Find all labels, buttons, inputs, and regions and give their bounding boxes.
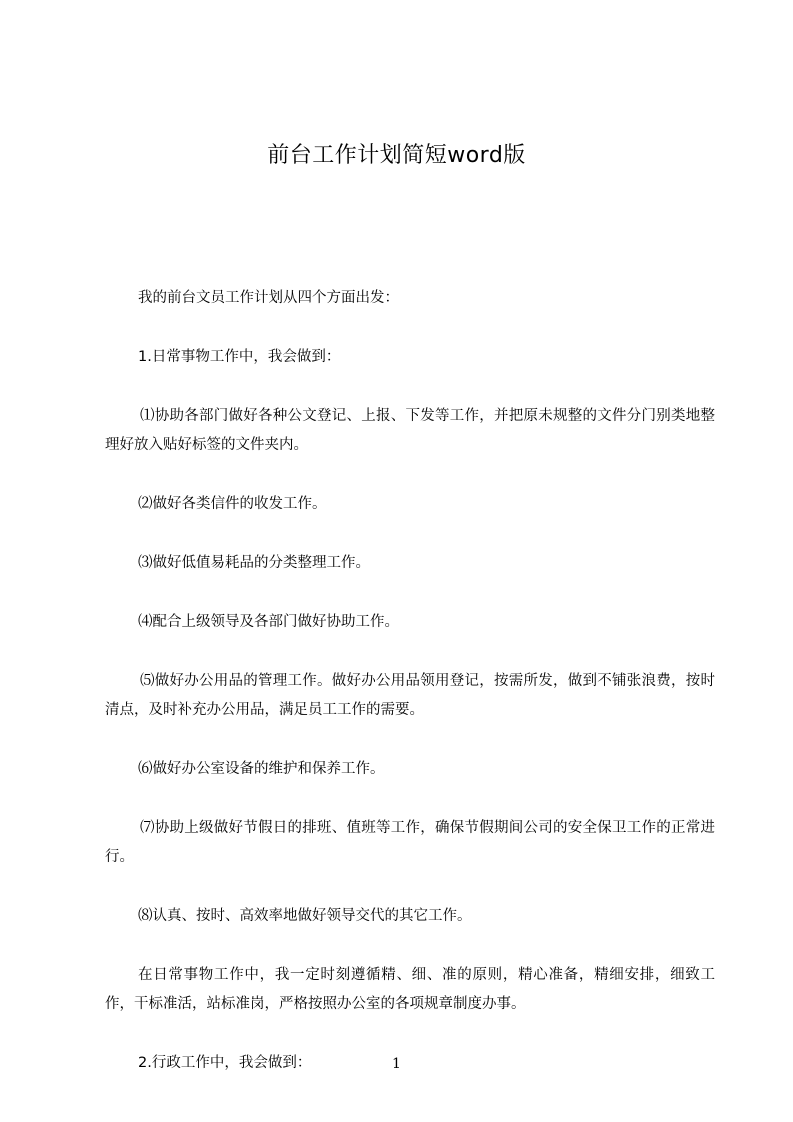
paragraph-item-8: ⑻认真、按时、高效率地做好领导交代的其它工作。 — [138, 908, 472, 924]
paragraph-section-1-heading: 1.日常事物工作中，我会做到： — [138, 349, 341, 365]
paragraph-item-1: ⑴协助各部门做好各种公文登记、上报、下发等工作，并把原未规整的文件分门别类地整理好放入贴好标签的文件夹内。 — [105, 408, 715, 453]
paragraph-item-3: ⑶做好低值易耗品的分类整理工作。 — [138, 555, 370, 571]
document-body — [105, 284, 715, 1108]
page-number: 1 — [392, 1056, 401, 1072]
paragraph-section-2-heading: 2.行政工作中，我会做到： — [138, 1055, 312, 1071]
paragraph-intro: 我的前台文员工作计划从四个方面出发： — [138, 290, 399, 306]
document-title: 前台工作计划简短word版 — [267, 143, 526, 168]
paragraph-item-2: ⑵做好各类信件的收发工作。 — [138, 496, 327, 512]
paragraph-item-5: ⑸做好办公用品的管理工作。做好办公用品领用登记，按需所发，做到不铺张浪费，按时清点，及时补充办公用品，满足员工工作的需要。 — [105, 673, 715, 718]
paragraph-item-4: ⑷配合上级领导及各部门做好协助工作。 — [138, 614, 399, 630]
paragraph-summary: 在日常事物工作中，我一定时刻遵循精、细、准的原则，精心准备，精细安排，细致工作，干标准活，站标准岗，严格按照办公室的各项规章制度办事。 — [105, 967, 715, 1012]
paragraph-item-6: ⑹做好办公室设备的维护和保养工作。 — [138, 761, 385, 777]
paragraph-item-7: ⑺协助上级做好节假日的排班、值班等工作，确保节假期间公司的安全保卫工作的正常进行。 — [105, 820, 715, 865]
